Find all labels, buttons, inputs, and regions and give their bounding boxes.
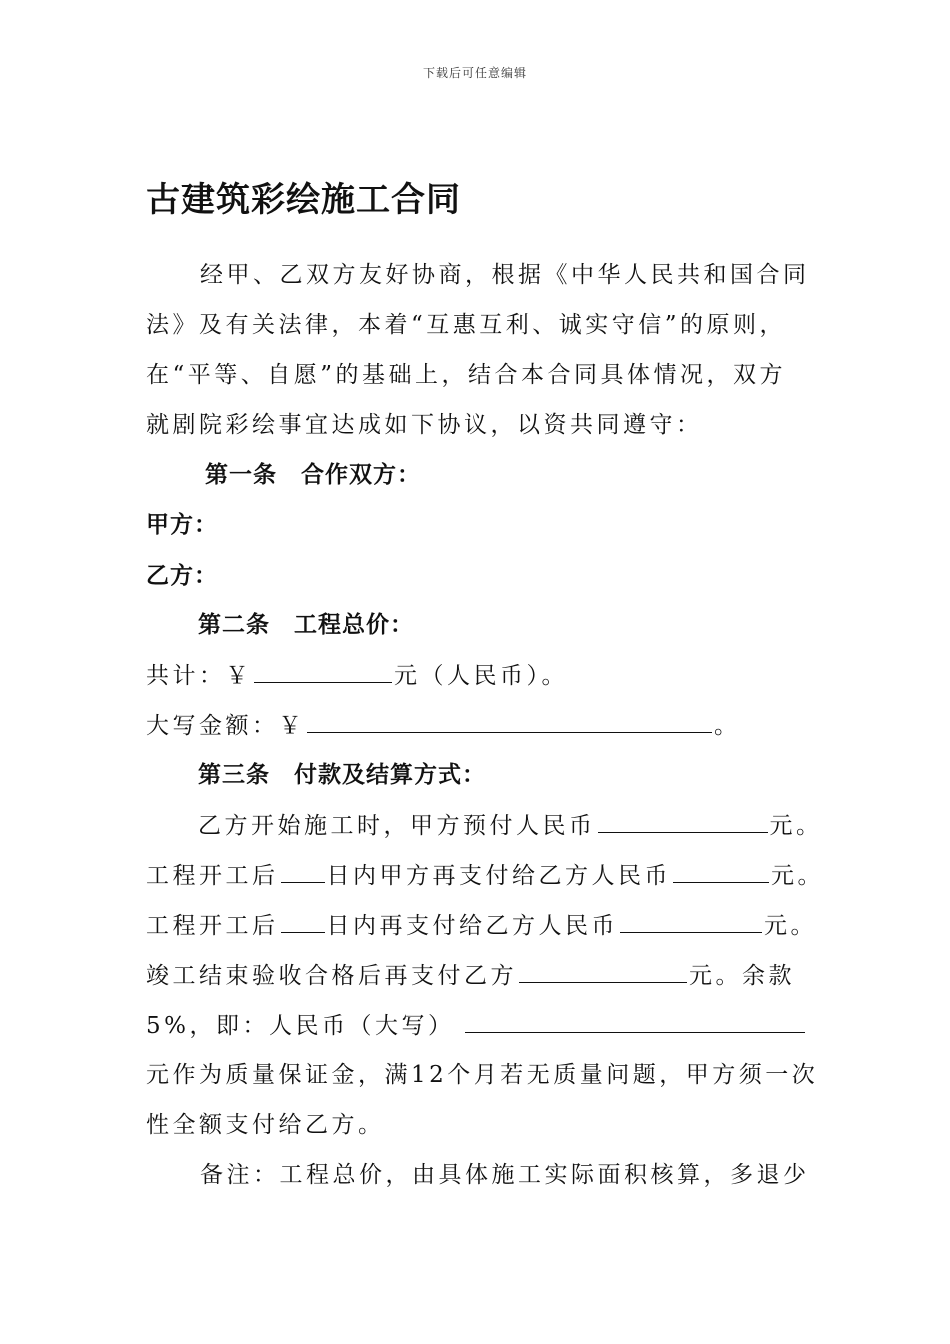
- intro-line-3: 在“平等、自愿”的基础上，结合本合同具体情况，双方: [146, 362, 787, 388]
- payment-2-blank: [673, 860, 769, 883]
- capital-prefix: 大写金额：￥: [146, 713, 305, 739]
- payment-line-3: [146, 910, 816, 941]
- party-b-label: 乙方：: [146, 562, 218, 589]
- payment-2-suffix: 元。: [771, 863, 824, 889]
- intro-line-4: 就剧院彩绘事宜达成如下协议，以资共同遵守：: [146, 412, 703, 438]
- payment-3-mid: 日内再支付给乙方人民币: [326, 913, 618, 939]
- article2-heading: 第二条 工程总价：: [198, 611, 414, 638]
- payment-3-suffix: 元。: [764, 913, 817, 939]
- intro-line-1: 经甲、乙双方友好协商，根据《中华人民共和国合同: [200, 262, 810, 288]
- capital-suffix: 。: [714, 713, 741, 739]
- total-price-line: [146, 660, 816, 691]
- capital-blank: [307, 710, 712, 733]
- article1-heading: 第一条 合作双方：: [205, 461, 421, 488]
- payment-line-6: 元作为质量保证金，满12个月若无质量问题，甲方须一次: [146, 1062, 819, 1088]
- payment-2-mid: 日内甲方再支付给乙方人民币: [326, 863, 671, 889]
- payment-line-5: [146, 1010, 816, 1041]
- note-line: 备注：工程总价，由具体施工实际面积核算，多退少: [200, 1162, 810, 1188]
- total-blank: [254, 660, 392, 683]
- intro-line-2: 法》及有关法律，本着“互惠互利、诚实守信”的原则，: [146, 312, 787, 338]
- payment-5-text: 5%，即：人民币（大写）: [146, 1013, 455, 1039]
- article3-heading: 第三条 付款及结算方式：: [198, 761, 486, 788]
- payment-3-blank: [620, 910, 762, 933]
- page-header: 下载后可任意编辑: [422, 66, 527, 80]
- payment-4-suffix: 元。余款: [689, 963, 795, 989]
- payment-5-blank: [465, 1010, 805, 1033]
- payment-4-text: 竣工结束验收合格后再支付乙方: [146, 963, 517, 989]
- page-title: 古建筑彩绘施工合同: [146, 180, 461, 220]
- capital-amount-line: [146, 710, 816, 741]
- payment-line-4: [146, 960, 816, 991]
- total-suffix: 元（人民币）。: [394, 663, 568, 689]
- payment-2-days-blank: [281, 860, 325, 883]
- payment-line-7: 性全额支付给乙方。: [146, 1112, 385, 1138]
- payment-1-text: 乙方开始施工时，甲方预付人民币: [198, 813, 596, 839]
- payment-1-blank: [598, 810, 768, 833]
- party-a-label: 甲方：: [146, 511, 218, 538]
- total-prefix: 共计：￥: [146, 663, 252, 689]
- payment-2-text: 工程开工后: [146, 863, 279, 889]
- payment-line-1: [198, 810, 868, 841]
- payment-4-blank: [519, 960, 687, 983]
- payment-3-text: 工程开工后: [146, 913, 279, 939]
- payment-1-suffix: 元。: [769, 813, 823, 839]
- payment-line-2: [146, 860, 824, 891]
- payment-3-days-blank: [281, 910, 325, 933]
